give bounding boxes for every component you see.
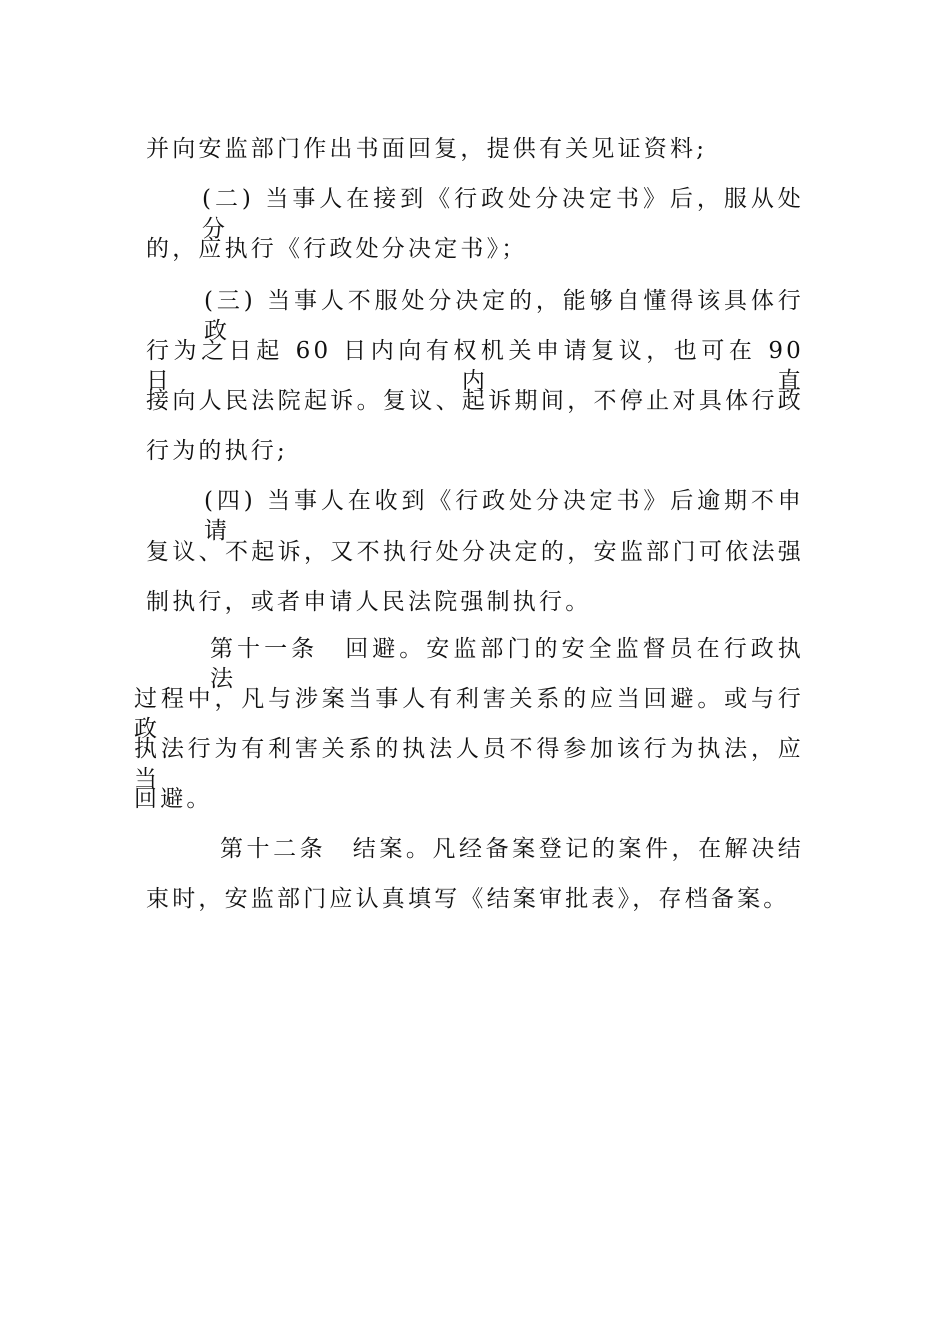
- text-line-15: 第十二条 结案。凡经备案登记的案件，在解决结: [220, 836, 804, 862]
- text-line-7: 行为的执行;: [146, 438, 288, 464]
- text-line-12: 过程中，凡与涉案当事人有利害关系的应当回避。或与行政: [134, 686, 804, 742]
- text-line-14: 回避。: [134, 786, 213, 812]
- text-line-6: 接向人民法院起诉。复议、起诉期间，不停止对具体行政: [146, 388, 804, 414]
- text-line-11: 第十一条 回避。安监部门的安全监督员在行政执法: [210, 636, 804, 692]
- text-line-1: 并向安监部门作出书面回复，提供有关见证资料;: [146, 136, 708, 162]
- text-line-9: 复议、不起诉，又不执行处分决定的，安监部门可依法强: [146, 539, 804, 565]
- text-line-8: (四) 当事人在收到《行政处分决定书》后逾期不申请: [204, 488, 804, 544]
- text-line-10: 制执行，或者申请人民法院强制执行。: [146, 589, 592, 615]
- text-line-16: 束时，安监部门应认真填写《结案审批表》，存档备案。: [146, 886, 790, 912]
- text-line-2: (二) 当事人在接到《行政处分决定书》后，服从处分: [202, 186, 804, 242]
- text-line-4: (三) 当事人不服处分决定的，能够自懂得该具体行政: [204, 288, 804, 344]
- text-line-3: 的，应执行《行政处分决定书》；: [146, 236, 528, 262]
- text-line-5: 行为之日起 60 日内向有权机关申请复议，也可在 90 日内直: [146, 338, 804, 394]
- text-line-13: 执法行为有利害关系的执法人员不得参加该行为执法，应当: [134, 736, 804, 792]
